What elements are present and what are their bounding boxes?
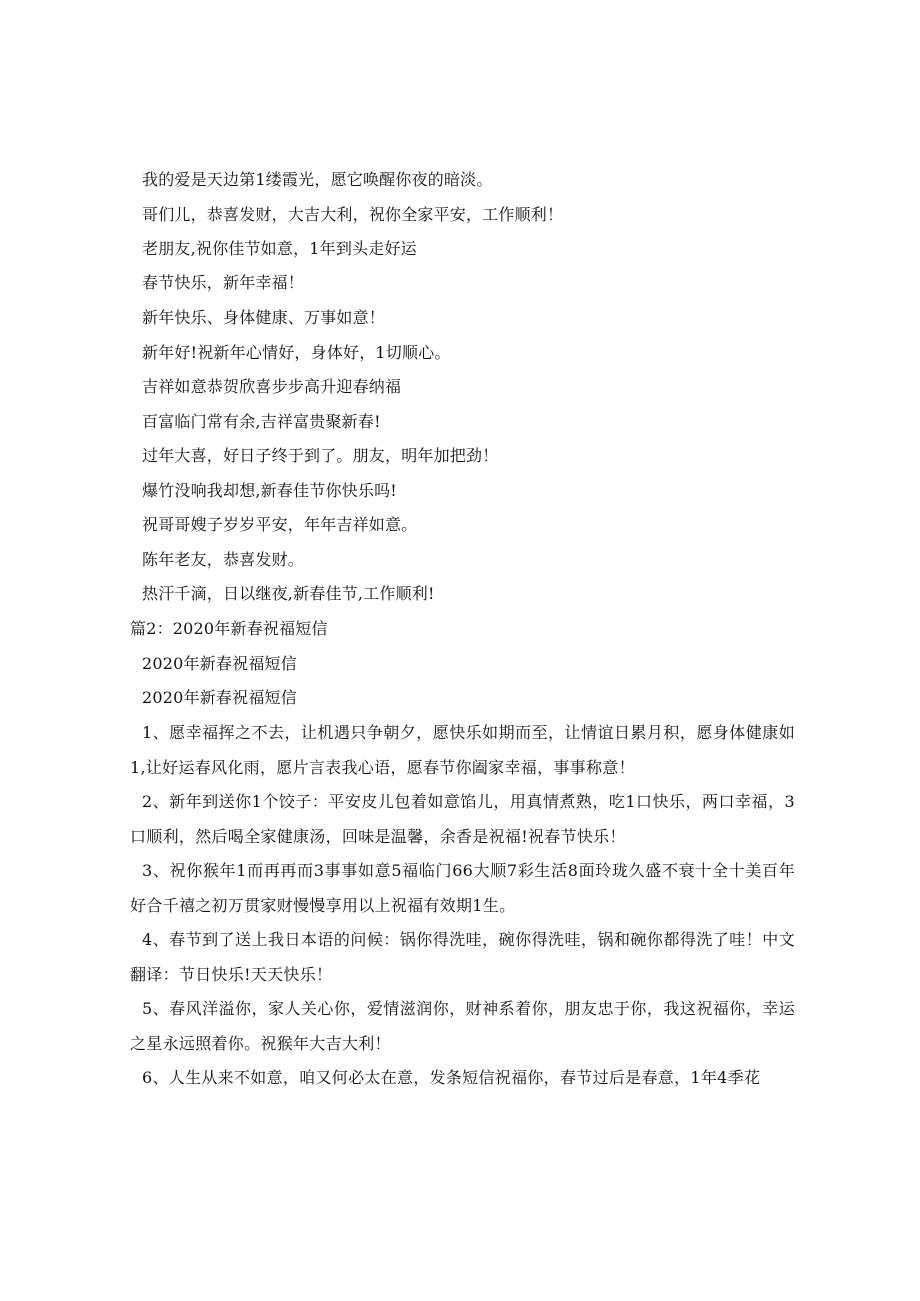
list-item-2: 2、新年到送你1个饺子：平安皮儿包着如意馅儿，用真情煮熟，吃1口快乐，两口幸福，3口顺利，然后喝全家健康汤，回味是温馨，余香是祝福!祝春节快乐！ <box>130 792 795 846</box>
list-item-6: 6、人生从来不如意，咱又何必太在意，发条短信祝福你，春节过后是春意，1年4季花 <box>142 1068 761 1087</box>
section-subtitle-2: 2020年新春祝福短信 <box>142 688 297 707</box>
list-item-4: 4、春节到了送上我日本语的问候：锅你得洗哇，碗你得洗哇，锅和碗你都得洗了哇！中文翻译：节日快乐!天天快乐！ <box>130 930 795 984</box>
section-subtitle-1: 2020年新春祝福短信 <box>142 654 297 673</box>
text-line-10: 爆竹没响我却想,新春佳节你快乐吗! <box>142 481 397 500</box>
list-item-5: 5、春风洋溢你，家人关心你，爱情滋润你，财神系着你，朋友忠于你，我这祝福你，幸运之星永远照着你。祝猴年大吉大利！ <box>130 999 795 1053</box>
text-line-8: 百富临门常有余,吉祥富贵聚新春! <box>142 412 381 431</box>
section-heading: 篇2：2020年新春祝福短信 <box>130 619 328 638</box>
text-line-11: 祝哥哥嫂子岁岁平安，年年吉祥如意。 <box>142 515 418 534</box>
text-line-6: 新年好!祝新年心情好，身体好，1切顺心。 <box>142 343 451 362</box>
text-line-1: 我的爱是天边第1缕霞光，愿它唤醒你夜的暗淡。 <box>142 170 493 189</box>
text-line-7: 吉祥如意恭贺欣喜步步高升迎春纳福 <box>142 377 402 396</box>
text-line-9: 过年大喜，好日子终于到了。朋友，明年加把劲！ <box>142 446 499 465</box>
text-line-4: 春节快乐，新年幸福！ <box>142 273 305 292</box>
text-line-3: 老朋友,祝你佳节如意，1年到头走好运 <box>142 239 417 258</box>
list-item-3: 3、祝你猴年1而再再而3事事如意5福临门66大顺7彩生活8面玲珑久盛不衰十全十美百年好合千禧之初万贯家财慢慢享用以上祝福有效期1生。 <box>130 861 795 915</box>
text-line-5: 新年快乐、身体健康、万事如意！ <box>142 308 386 327</box>
text-line-12: 陈年老友，恭喜发财。 <box>142 550 305 569</box>
list-item-1: 1、愿幸福挥之不去，让机遇只争朝夕，愿快乐如期而至，让情谊日累月积，愿身体健康如1,让好运春风化雨，愿片言表我心语，愿春节你阖家幸福，事事称意！ <box>130 723 795 777</box>
text-line-13: 热汗千滴，日以继夜,新春佳节,工作顺利! <box>142 584 435 603</box>
text-line-2: 哥们儿，恭喜发财，大吉大利，祝你全家平安，工作顺利！ <box>142 205 564 224</box>
